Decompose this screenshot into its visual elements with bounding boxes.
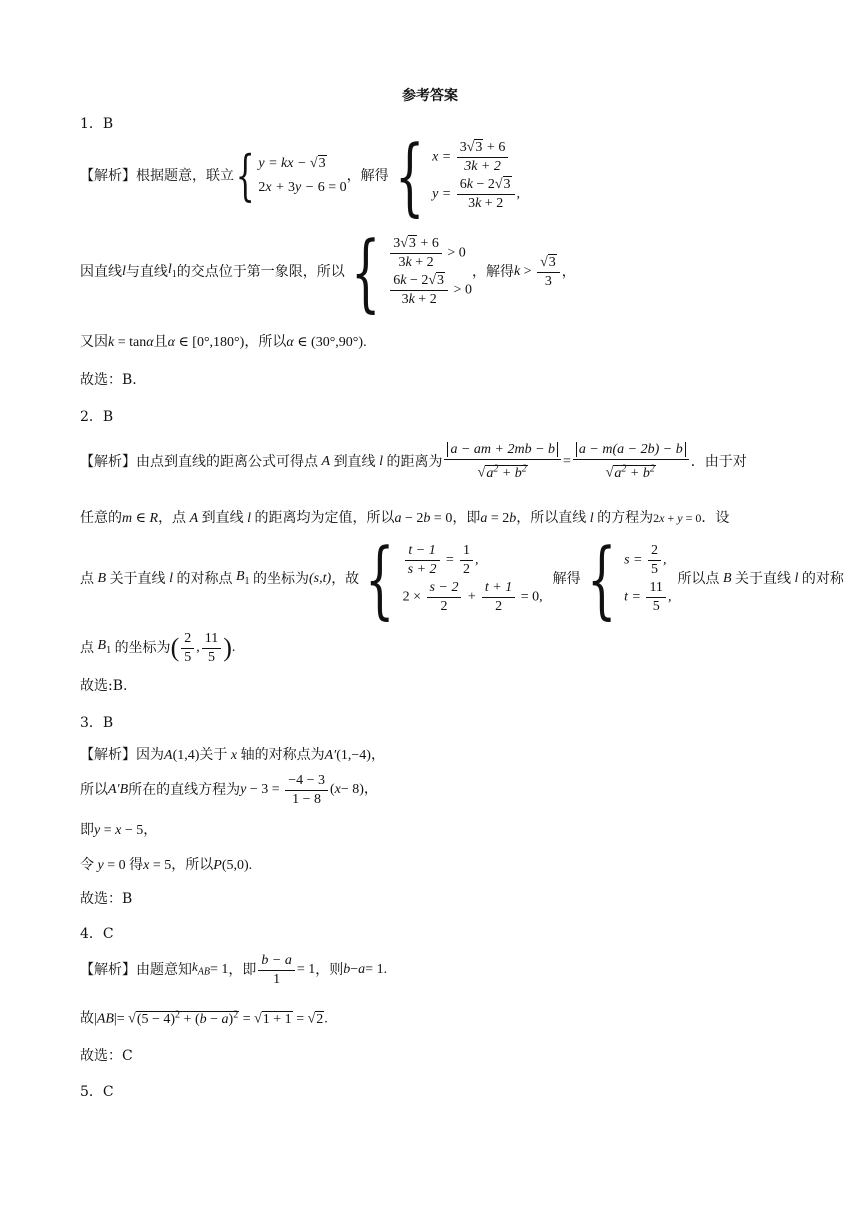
q2-solution-line2: 任意的m ∈ R，点 A 到直线 l 的距离均为定值，所以a − 2b = 0，即a = 2b，所以直线 l 的方程为2x + y = 0．设	[80, 510, 730, 526]
q3-solution-line3: 即y = x − 5，	[80, 822, 158, 838]
page-title: 参考答案	[402, 88, 458, 104]
q1-solution-line2: 因直线 l 与直线 $l_1$ 的交点位于第一象限，所以 { $\frac{3√3 + 6}{3k + 2}$ > 0 $\frac{6k - 2√3}{3k + 2}$ > 0 ，解得 k > $\frac{√3}{3}$ ，	[80, 223, 576, 321]
q3-solution-line2: 所以 A′B 所在的直线方程为 y − 3 = $\frac{-4 - 3}{1 - 8}$ ( x − 8)，	[80, 772, 378, 807]
q3-solution-line1: 【解析】因为A(1,4)关于 x 轴的对称点为A′(1,−4)，	[80, 747, 385, 763]
q1-solution-line3: 又因k = tanα且α ∈ [0°,180°)，所以α ∈ (30°,90°).	[80, 334, 367, 350]
q2-answer: 故选:B.	[80, 678, 128, 694]
q1-solution-line1: 【解析】根据题意，联立 { y = kx − √3 2x + 3y − 6 = 0 ，解得 { x = $\frac{3√3 + 6}{3k + 2}$ y = $\frac{6k - 2√3}{3k + 2}$ ,	[80, 127, 521, 225]
q5-number: 5．C	[80, 1084, 114, 1100]
q1-answer: 故选：B.	[80, 372, 137, 388]
q3-solution-line4: 令 y = 0 得x = 5，所以P(5,0).	[80, 857, 253, 873]
q4-solution-line1: 【解析】由题意知 $k_{AB}$ = 1 ，即 $\frac{b - a}{1}$ = 1 ，则 b − a = 1.	[80, 952, 388, 987]
q4-solution-line2: 故$|AB|= √(5 - 4)^2 + (b - a)^2 = √1 + 1 = √2$.	[80, 1009, 328, 1027]
q3-number: 3．B	[80, 715, 114, 731]
q4-answer: 故选：C	[80, 1048, 133, 1064]
q4-number: 4．C	[80, 926, 114, 942]
q3-answer: 故选：B	[80, 891, 133, 907]
q2-number: 2．B	[80, 409, 114, 425]
q2-solution-line1: 【解析】由点到直线的距离公式可得点 A 到直线 l 的距离为 $\frac{a - am + 2mb - b}{√a^2 + b^2}$ = $\frac{a - m(a - 2b) - b}{√a^2 + b^2}$ ．由于对	[80, 442, 747, 481]
q1-number: 1．B	[80, 116, 114, 132]
q2-solution-line3: 点 B 关于直线 l 的对称点 $B_1$ 的坐标为 (s,t) ，故 { $\frac{t - 1}{s + 2}$ = $\frac{1}{2}$ , 2 × $\frac{s - 2}{2}$ + $\frac{t + 1}{2}$ = 0, 解得 { s = $\frac{2}{5}$ , t = $\frac{11}{5}$ , 所以点 B 关于直线 l 的对称	[80, 530, 844, 628]
q2-solution-line4: 点 $B_1$ 的坐标为 ( $\frac{2}{5}$ , $\frac{11}{5}$ ) .	[80, 630, 236, 665]
